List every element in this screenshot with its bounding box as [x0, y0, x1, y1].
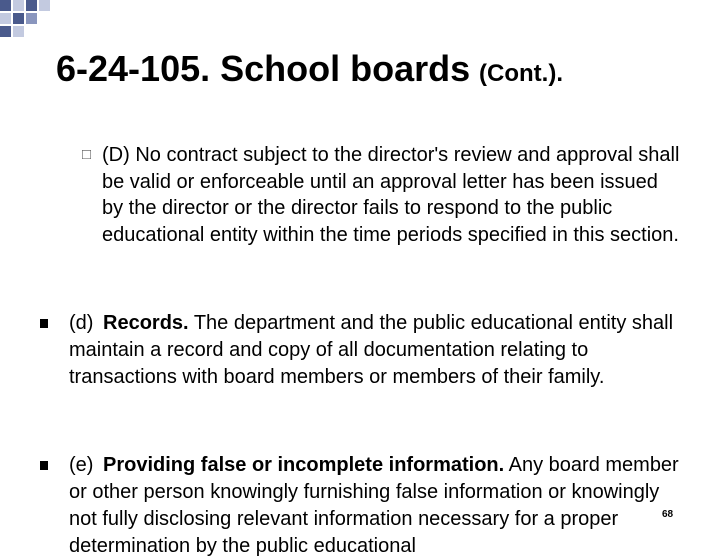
corner-square — [0, 0, 11, 11]
corner-square — [26, 0, 37, 11]
filled-square-icon — [40, 310, 69, 391]
corner-square — [13, 13, 24, 24]
bullet-item-body: Any board member or other person knowingly furnishing false information or knowingly not fully disclosing relevant information necessary for a proper determination by the public educational — [69, 454, 679, 557]
bullet-item-heading: Records. — [103, 312, 189, 334]
sub-bullet-text: (D) No contract subject to the director's review and approval shall be valid or enforceable until an approval letter has been issued by the director or the director fails to respond to the public educational entity within the time periods specified in this section. — [102, 144, 680, 246]
bullet-item-text — [69, 452, 680, 560]
corner-squares-decoration — [0, 0, 60, 40]
corner-square — [13, 0, 24, 11]
bullet-item-records — [40, 310, 680, 391]
bullet-item-lead: (d) — [69, 312, 94, 334]
corner-square — [39, 0, 50, 11]
corner-square — [0, 26, 11, 37]
filled-square-icon — [40, 452, 69, 560]
slide-title — [56, 48, 563, 90]
slide-title-cont: (Cont.). — [479, 60, 563, 87]
slide-title-main: 6-24-105. School boards — [56, 48, 471, 89]
page-number: 68 — [662, 509, 674, 520]
corner-square — [0, 13, 11, 24]
corner-square — [13, 26, 24, 37]
bullet-item-lead: (e) — [69, 454, 94, 476]
corner-square — [26, 13, 37, 24]
bullet-item-false-information — [40, 452, 680, 560]
bullet-item-text — [69, 310, 680, 391]
hollow-square-icon: □ — [82, 146, 92, 163]
sub-bullet-item — [82, 142, 682, 248]
bullet-item-heading: Providing false or incomplete information. — [103, 454, 505, 476]
bullet-item-body: The department and the public educational entity shall maintain a record and copy of all documentation relating to transactions with board members or members of their family. — [69, 312, 674, 388]
